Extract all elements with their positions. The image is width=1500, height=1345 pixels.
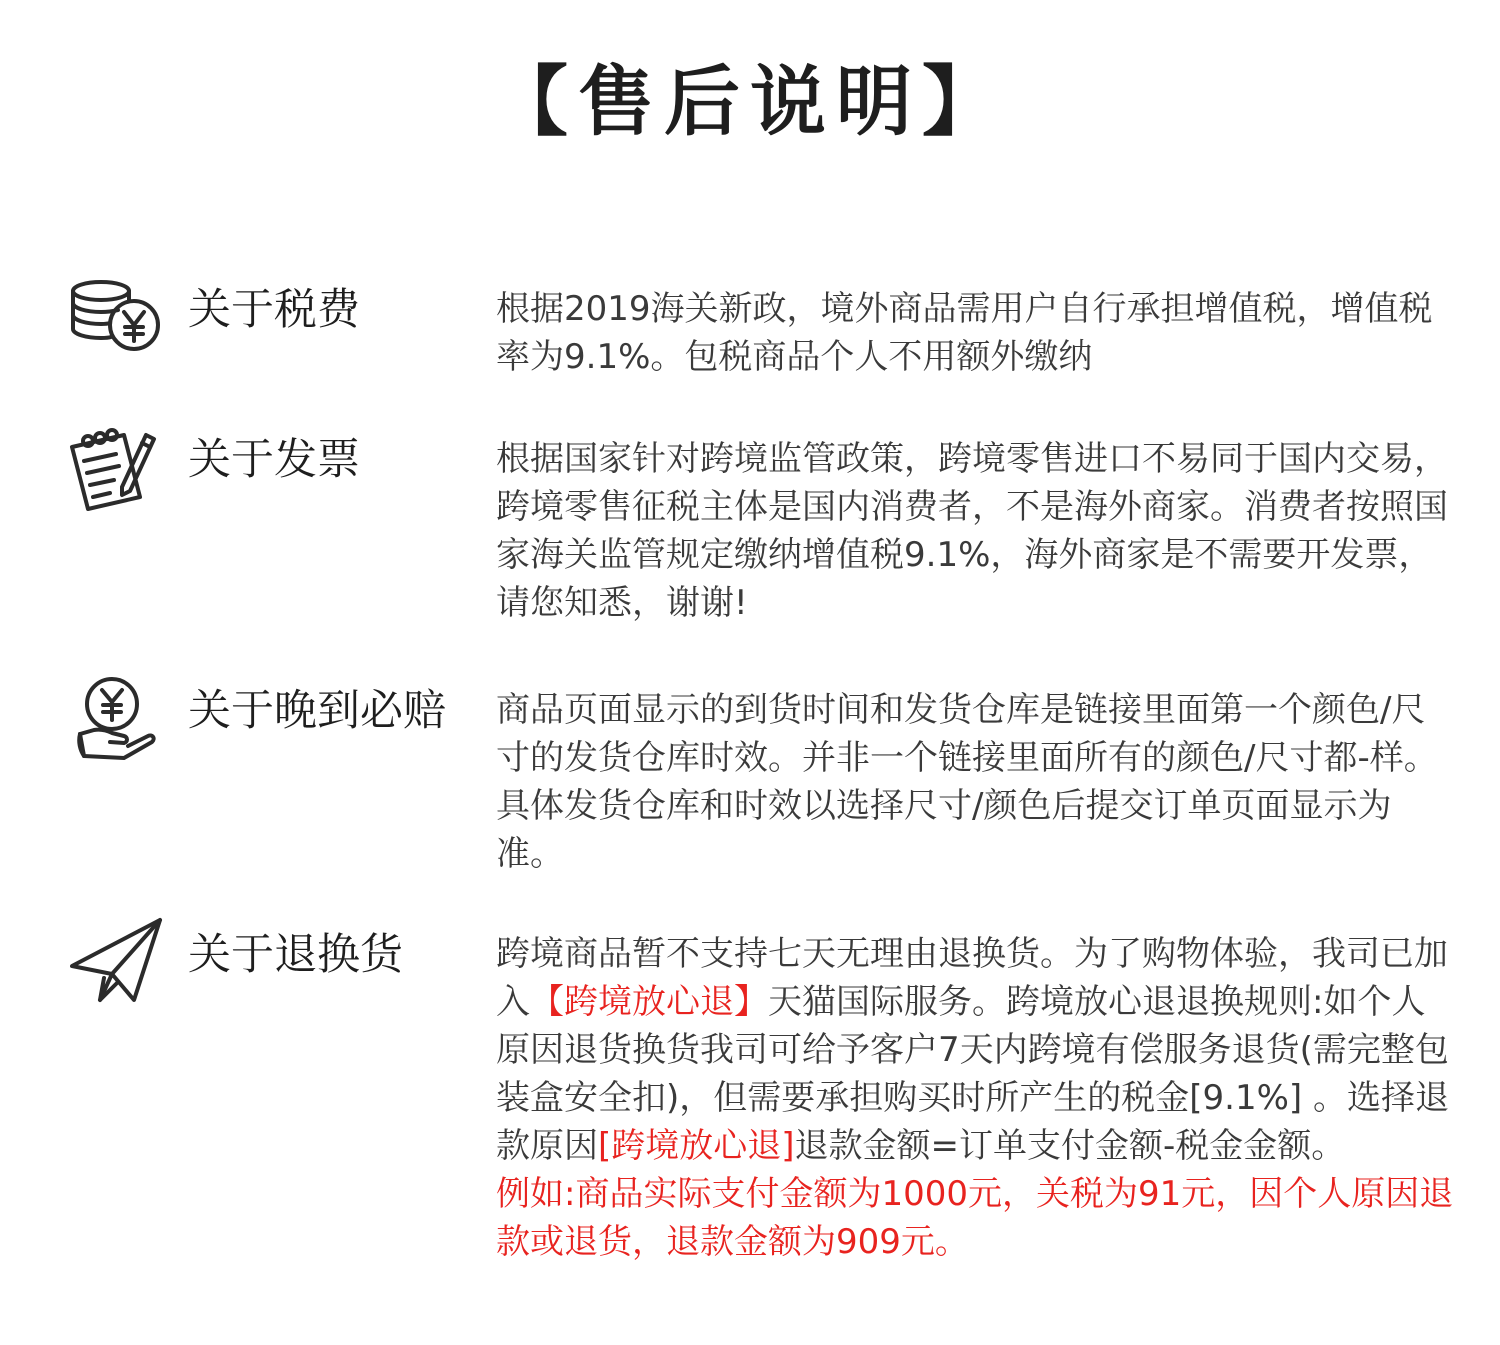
page-title: 【售后说明】	[492, 57, 1008, 146]
section-text-return	[496, 930, 1456, 1266]
return-text-part-1: 跨境商品暂不支持七天无理由退换货。为了购物体验，我司已加入	[496, 934, 1448, 1022]
return-text-part-2: 天猫国际服务。跨境放心退退换规则:如个人原因退货换货我司可给予客户7天内跨境有偿服务退货(需完整包装盒安全扣)，但需要承担购买时所产生的税金[9.1%] 。选择退款原因	[496, 982, 1449, 1166]
return-highlight-2: [跨境放心退]	[598, 1126, 795, 1166]
return-text-part-3: 退款金额=订单支付金额-税金金额。	[794, 1126, 1346, 1166]
section-text-tax: 根据2019海关新政，境外商品需用户自行承担增值税，增值税率为9.1%。包税商品个人不用额外缴纳	[496, 289, 1433, 377]
section-text-late: 商品页面显示的到货时间和发货仓库是链接里面第一个颜色/尺寸的发货仓库时效。并非一个链接里面所有的颜色/尺寸都-样。具体发货仓库和时效以选择尺寸/颜色后提交订单页面显示为准。	[496, 690, 1438, 874]
notepad-pen-icon	[66, 427, 166, 527]
section-heading-late: 关于晚到必赔	[188, 686, 446, 736]
section-text-invoice: 根据国家针对跨境监管政策，跨境零售进口不易同于国内交易，跨境零售征税主体是国内消费者，不是海外商家。消费者按照国家海关监管规定缴纳增值税9.1%，海外商家是不需要开发票，请您知悉，谢谢!	[496, 439, 1448, 623]
hand-yen-icon	[66, 672, 166, 772]
section-heading-return: 关于退换货	[188, 930, 403, 980]
coins-yen-icon	[66, 275, 166, 375]
return-highlight-1: 【跨境放心退】	[530, 982, 768, 1022]
return-example: 例如:商品实际支付金额为1000元，关税为91元，因个人原因退款或退货，退款金额为909元。	[496, 1174, 1454, 1262]
paper-plane-icon	[66, 916, 166, 1016]
section-heading-tax: 关于税费	[188, 285, 360, 335]
section-heading-invoice: 关于发票	[188, 435, 360, 485]
